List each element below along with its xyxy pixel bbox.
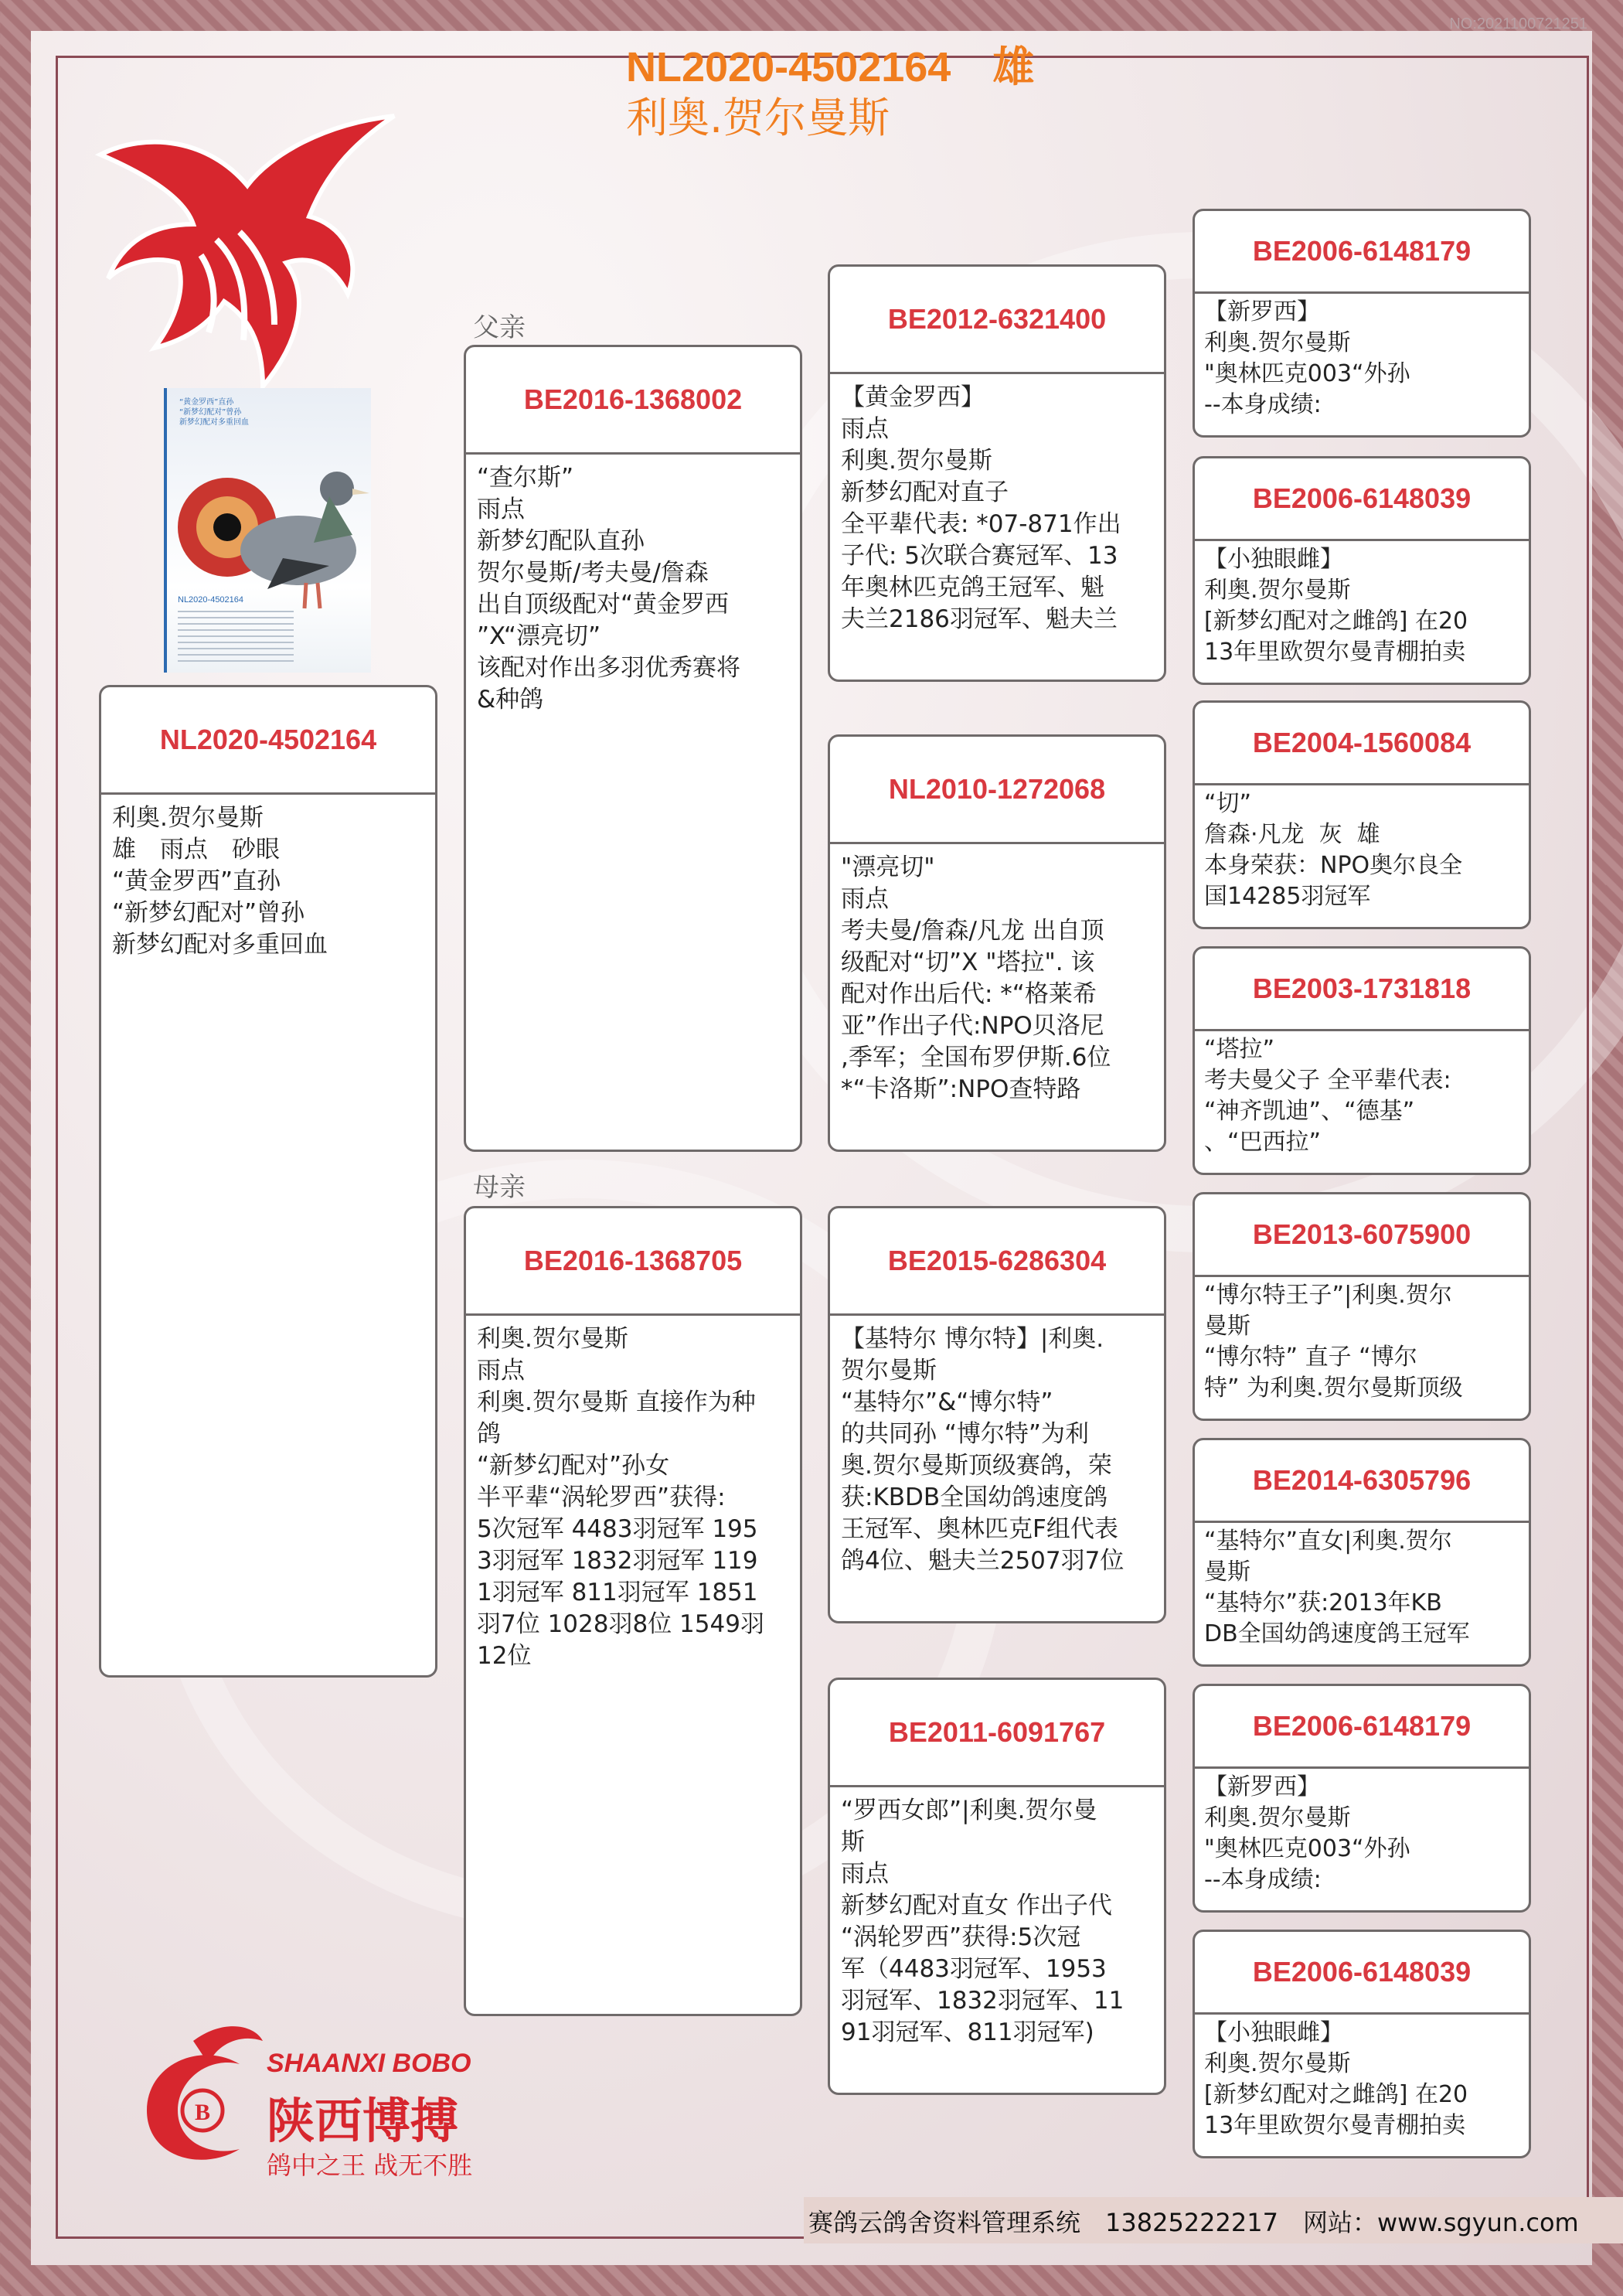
great-grandparent-card xyxy=(1193,1684,1531,1913)
svg-text:B: B xyxy=(194,2100,211,2125)
sire-sire-ring: BE2012-6321400 xyxy=(830,267,1164,374)
great-grandparent-card xyxy=(1193,1930,1531,2158)
page-title-ring: NL2020-4502164 雄 xyxy=(626,44,1035,90)
great-grandparent-details: “切” 詹森·凡龙 灰 雄 本身荣获：NPO奥尔良全 国14285羽冠军 xyxy=(1204,790,1463,910)
great-grandparent-card xyxy=(1193,1192,1531,1421)
pigeon-ring: NL2020-4502164 xyxy=(101,687,435,795)
dam-dam-card xyxy=(828,1678,1166,2095)
great-grandparent-card xyxy=(1193,946,1531,1175)
great-grandparent-details: “塔拉” 考夫曼父子 全平辈代表: “神齐凯迪”、“德基” 、“巴西拉” xyxy=(1204,1036,1451,1156)
dam-sire-card xyxy=(828,1206,1166,1623)
dam-dam-details: “罗西女郎”|利奥.贺尔曼 斯 雨点 新梦幻配对直女 作出子代 “涡轮罗西”获得:5次冠 军（4483羽冠军、1953 羽冠军、1832羽冠军、11 91羽冠军、811羽冠军) xyxy=(841,1797,1125,2046)
dam-sire-details: 【基特尔 博尔特】|利奥. 贺尔曼斯 “基特尔”&“博尔特” 的共同孙 “博尔特”为利 奥.贺尔曼斯顶级赛鸽，荣 获:KBDB全国幼鸽速度鸽 王冠军、奥林匹克F组代表 鸽4位、魁夫兰2507羽7位 xyxy=(841,1325,1125,1575)
brand-name-cn: 陕西博搏 xyxy=(267,2093,459,2149)
photo-caption: “黄金罗西”直孙 “新梦幻配对”曾孙 新梦幻配对多重回血 xyxy=(179,398,249,427)
great-grandparent-card xyxy=(1193,1438,1531,1667)
dam-dam-ring: BE2011-6091767 xyxy=(830,1680,1164,1787)
photo-ring: NL2020-4502164 xyxy=(178,595,244,605)
great-grandparent-ring: BE2006-6148179 xyxy=(1195,1686,1529,1769)
great-grandparent-details: 【小独眼雌】 利奥.贺尔曼斯 [新梦幻配对之雌鸽] 在20 13年里欧贺尔曼青棚拍卖 xyxy=(1204,2019,1468,2139)
great-grandparent-ring: BE2006-6148039 xyxy=(1195,1932,1529,2015)
sire-sire-details: 【黄金罗西】 雨点 利奥.贺尔曼斯 新梦幻配对直子 全平辈代表: *07-871作出 子代: 5次联合赛冠军、13 年奥林匹克鸽王冠军、魁 夫兰2186羽冠军、魁夫兰 xyxy=(841,383,1121,633)
dam-card xyxy=(464,1206,802,2016)
dam-ring: BE2016-1368705 xyxy=(466,1208,800,1316)
great-grandparent-card xyxy=(1193,700,1531,929)
great-grandparent-ring: BE2014-6305796 xyxy=(1195,1440,1529,1523)
pigeon-card xyxy=(99,685,437,1678)
pigeon-photo xyxy=(164,388,371,673)
great-grandparent-details: 【新罗西】 利奥.贺尔曼斯 "奥林匹克003“外孙 --本身成绩: xyxy=(1204,1773,1410,1893)
sire-dam-details: "漂亮切" 雨点 考夫曼/詹森/凡龙 出自顶 级配对“切”X "塔拉". 该 配对作出后代: *“格莱希 亚”作出子代:NPO贝洛尼 ,季军；全国布罗伊斯.6位 *“卡洛斯”:NPO查特路 xyxy=(841,853,1111,1103)
great-grandparent-card xyxy=(1193,209,1531,438)
phoenix-logo-icon xyxy=(93,108,402,394)
great-grandparent-ring: BE2004-1560084 xyxy=(1195,703,1529,785)
great-grandparent-ring: BE2003-1731818 xyxy=(1195,949,1529,1031)
great-grandparent-ring: BE2006-6148039 xyxy=(1195,458,1529,541)
father-label: 父亲 xyxy=(473,312,526,343)
great-grandparent-details: 【新罗西】 利奥.贺尔曼斯 "奥林匹克003“外孙 --本身成绩: xyxy=(1204,298,1410,418)
sire-details: “查尔斯” 雨点 新梦幻配队直孙 贺尔曼斯/考夫曼/詹森 出自顶级配对“黄金罗西 ”X“漂亮切” 该配对作出多羽优秀赛将 &种鸽 xyxy=(477,464,740,714)
footer-text: 赛鸽云鸽舍资料管理系统 13825222217 网站：www.sgyun.com xyxy=(808,2208,1579,2237)
brand-slogan: 鸽中之王 战无不胜 xyxy=(267,2151,473,2180)
sire-sire-card xyxy=(828,264,1166,682)
pigeon-details: 利奥.贺尔曼斯 雄 雨点 砂眼 “黄金罗西”直孙 “新梦幻配对”曾孙 新梦幻配对多重回血 xyxy=(112,804,328,959)
great-grandparent-details: “基特尔”直女|利奥.贺尔 曼斯 “基特尔”获:2013年KB DB全国幼鸽速度鸽王冠军 xyxy=(1204,1528,1470,1647)
dam-details: 利奥.贺尔曼斯 雨点 利奥.贺尔曼斯 直接作为种 鸽 “新梦幻配对”孙女 半平辈“涡轮罗西”获得: 5次冠军 4483羽冠军 195 3羽冠军 1832羽冠军 119 1羽冠军 811羽冠军 1851 羽7位 1028羽8位 1549羽 12位 xyxy=(477,1325,764,1670)
brand-name-en: SHAANXI BOBO xyxy=(267,2049,471,2078)
sire-dam-card xyxy=(828,734,1166,1152)
great-grandparent-ring: BE2006-6148179 xyxy=(1195,211,1529,294)
document-number: NO:2021100721251 xyxy=(1449,15,1587,32)
mother-label: 母亲 xyxy=(473,1172,526,1203)
sire-dam-ring: NL2010-1272068 xyxy=(830,737,1164,844)
great-grandparent-details: “博尔特王子”|利奥.贺尔 曼斯 “博尔特” 直子 “博尔 特” 为利奥.贺尔曼斯顶级 xyxy=(1204,1282,1463,1402)
sire-ring: BE2016-1368002 xyxy=(466,347,800,455)
sire-card xyxy=(464,345,802,1152)
great-grandparent-details: 【小独眼雌】 利奥.贺尔曼斯 [新梦幻配对之雌鸽] 在20 13年里欧贺尔曼青棚拍卖 xyxy=(1204,546,1468,666)
dam-sire-ring: BE2015-6286304 xyxy=(830,1208,1164,1316)
page-title-name: 利奥.贺尔曼斯 xyxy=(626,94,890,142)
photo-fine-print xyxy=(178,611,294,665)
pigeon-bird-icon xyxy=(236,442,371,620)
great-grandparent-card xyxy=(1193,456,1531,685)
great-grandparent-ring: BE2013-6075900 xyxy=(1195,1194,1529,1277)
